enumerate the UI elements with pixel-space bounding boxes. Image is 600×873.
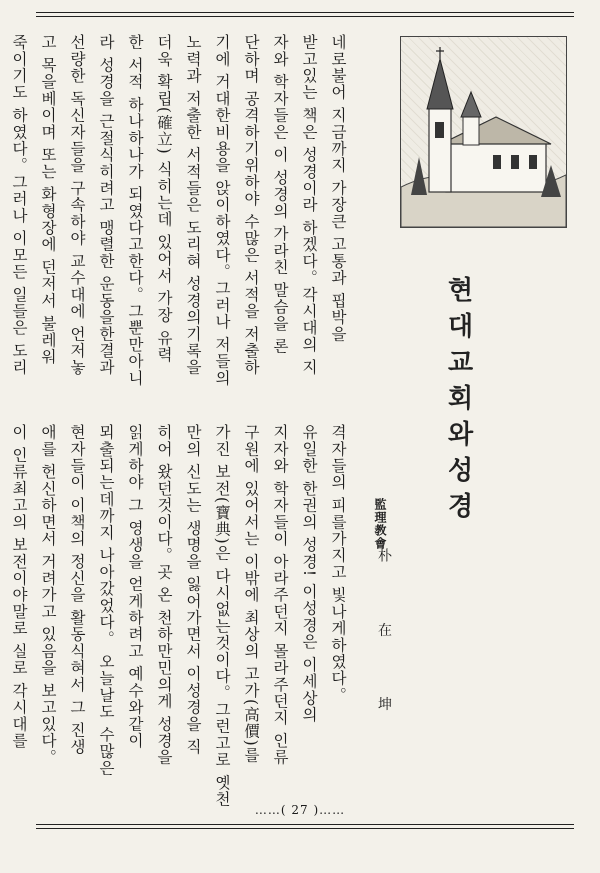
text-column: 가진 보전(寶典)은 다시없는것이다。그런고로 옛천 <box>213 424 231 808</box>
author-affiliation: 監理教會 <box>373 498 387 550</box>
upper-text-block <box>10 34 352 404</box>
text-column: 격자들의 피를가지고 빛나게하였다。 <box>329 424 347 704</box>
text-column: 유일한 한권의 성경! 이성경은 이세상의 <box>300 424 318 724</box>
text-column: 현자들이 이책의 정신을 활동식혀서 그 진생 <box>68 424 86 756</box>
text-column: 읽게하야 그 영생을 얻게하려고 예수와같이 <box>126 424 144 750</box>
text-column: 네로불어 지금까지 가장큰 고통과 핍박을 <box>329 34 347 343</box>
bottom-rule <box>36 824 574 825</box>
text-column <box>0 424 4 804</box>
top-rule <box>36 12 574 13</box>
text-column: 선량한 독신자들을 구속하야 교수대에 언저놓 <box>68 34 86 376</box>
article-title: 현대교회와성경 <box>443 276 473 528</box>
text-column: 더욱 확립(確立) 식히는데 있어서 가장 유력 <box>155 34 173 364</box>
author-name: 朴 在 坤 <box>376 548 392 739</box>
text-column: 노력과 저출한 서적들은 도리혀 성경의기록을 <box>184 34 202 376</box>
text-column <box>0 34 4 404</box>
text-column: 자와 학자들은 이 성경의 가라친 말슴을 론 <box>271 34 289 355</box>
text-column: 라 성경을 근절식히려고 맹렬한 운동을한결과 <box>97 34 115 376</box>
text-column: 이 인류최고의 보전이야말로 실로 각시대를 <box>10 424 28 750</box>
text-column: 뫼출되는데까지 나아갔었다。 오늘날도 수많은 <box>97 424 115 777</box>
text-column: 지자와 학자들이 아라주던지 몰라주던지 인류 <box>271 424 289 766</box>
text-column: 히어 왔던것이다。곳 온 천하만민의게 성경을 <box>155 424 173 766</box>
top-rule-inner <box>36 16 574 17</box>
text-column: 고 목을베이며 또는 화형장에 던저서 불레워 <box>39 34 57 366</box>
page-number: ……( 27 )…… <box>254 803 346 817</box>
lower-text-block <box>10 424 352 808</box>
church-illustration <box>400 36 567 228</box>
text-column: 구원에 있어서는 이밖에 최상의 고가(高價)를 <box>242 424 260 764</box>
church-drawing <box>401 37 566 227</box>
text-column: 죽이기도 하였다。그러나 이모든 일들은 도리 <box>10 34 28 376</box>
text-column: 한 서적 하나하나가 되였다고한다。그뿐만아니 <box>126 34 144 387</box>
text-column: 애를 헌신하면서 거려가고 있음을 보고있다。 <box>39 424 57 766</box>
bottom-rule-inner <box>36 828 574 829</box>
text-column: 단하며 공격하기위하야 수많은 서적을 저출하 <box>242 34 260 376</box>
text-column: 만의 신도는 생명을 잃어가면서 이성경을 직 <box>184 424 202 756</box>
text-column: 받고있는 책은 성경이라 하겠다。각시대의 지 <box>300 34 318 376</box>
text-column: 기에 거대한비용을 앉이하였다。그러나 저들의 <box>213 34 231 387</box>
